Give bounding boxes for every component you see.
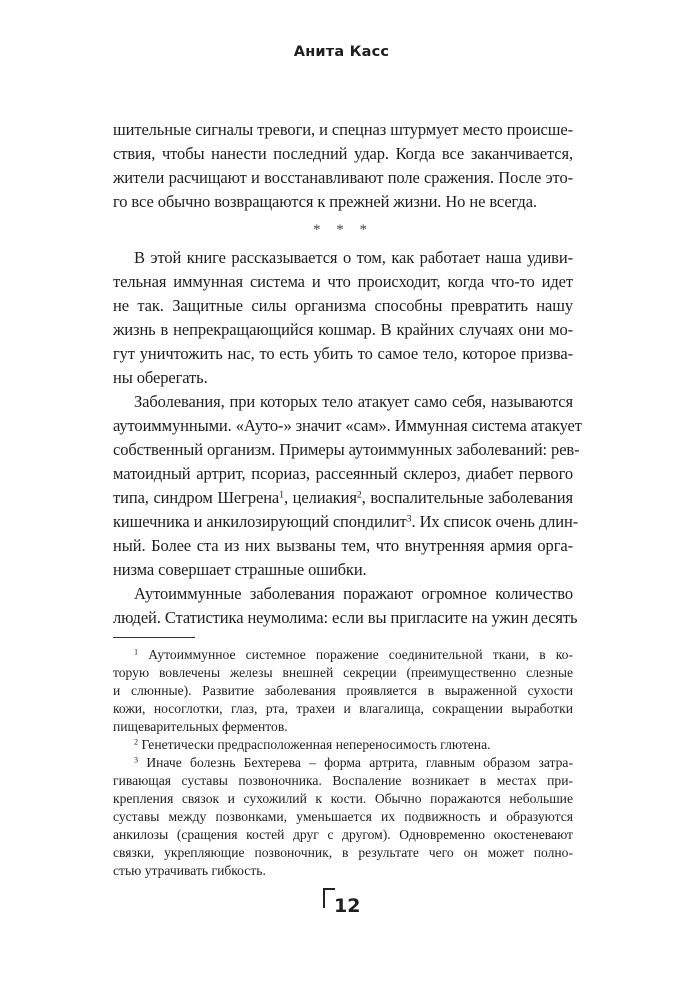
footnote-ref[interactable]: 1 <box>279 489 284 501</box>
footnote-3 <box>113 754 573 880</box>
text-line: жизнь в непрекращающийся кошмар. В крайних случаях они мо- <box>113 320 573 339</box>
text-line: низма совершает страшные ошибки. <box>113 560 367 579</box>
text-line: собственный организм. Примеры аутоиммунных заболеваний: рев- <box>113 440 580 459</box>
text-line: го все обычно возвращаются к прежней жизни. Но не всегда. <box>113 192 537 211</box>
text-line <box>113 736 573 754</box>
page-number <box>313 886 383 926</box>
running-header-author: Анита Касс <box>293 44 390 60</box>
footnote-mark: 3 <box>134 755 139 765</box>
footnote-ref[interactable]: 3 <box>406 513 412 525</box>
footnote-2 <box>113 736 573 754</box>
body-text <box>113 118 582 630</box>
text-line: гивающая суставы позвоночника. Воспаление возникает в местах при- <box>113 773 573 788</box>
text-span: Генетически предрасположенная непереносимость глютена. <box>141 737 491 752</box>
text-line: связки, укрепляющие позвоночник, в результате чего он может полно- <box>113 845 573 860</box>
text-line <box>113 646 573 664</box>
text-line: аутоиммунными. «Ауто-» значит «сам». Иммунная система атакует <box>113 416 582 435</box>
text-line: не так. Защитные силы организма способны превратить нашу <box>113 296 573 315</box>
text-line: гут уничтожить нас, то есть убить то самое тело, которое призва- <box>113 344 573 363</box>
text-line: стью утрачивать гибкость. <box>113 863 266 878</box>
text-span: Иначе болезнь Бехтерева – форма артрита, главным образом затра- <box>146 755 573 770</box>
text-line <box>113 486 573 510</box>
text-span: , целиакия <box>284 488 357 507</box>
footnote-ref[interactable]: 2 <box>356 489 362 501</box>
text-span: , воспалительные заболевания <box>361 488 573 507</box>
text-line: тельная иммунная система и что происходит, когда что-то идет <box>113 272 573 291</box>
text-line: суставы между позвонками, уменьшается их подвижность и образуются <box>113 809 573 824</box>
paragraph <box>113 118 573 214</box>
footnotes <box>113 646 573 880</box>
paragraph <box>113 390 582 582</box>
paragraph <box>113 246 573 390</box>
text-line: крепления связок и сухожилий к кости. Обычно поражаются небольшие <box>113 791 573 806</box>
text-line: ны оберегать. <box>113 368 208 387</box>
text-line: В этой книге рассказывается о том, как работает наша удиви- <box>134 248 573 267</box>
text-line: людей. Статистика неумолима: если вы пригласите на ужин десять <box>113 608 578 627</box>
text-line: ствия, чтобы нанести последний удар. Когда все заканчивается, <box>113 144 573 163</box>
page-number-text: 12 <box>334 895 361 917</box>
text-line: пищеварительных ферментов. <box>113 719 288 734</box>
text-span: Аутоиммунное системное поражение соединительной ткани, в ко- <box>148 647 573 662</box>
footnote-mark: 2 <box>134 737 139 747</box>
text-span: типа, синдром Шегрена <box>113 488 280 507</box>
text-line: матоидный артрит, псориаз, рассеянный склероз, диабет первого <box>113 464 573 483</box>
footnote-1 <box>113 646 573 736</box>
text-line: жители расчищают и восстанавливают поле сражения. После это- <box>113 168 573 187</box>
footnote-divider <box>113 637 195 638</box>
text-line <box>113 510 579 534</box>
text-line: и слюнные). Развитие заболевания проявляется в выраженной сухости <box>113 683 573 698</box>
text-line: торую вовлечены железы внешней секреции (преимущественно слезные <box>113 665 573 680</box>
text-line: Заболевания, при которых тело атакует само себя, называются <box>134 392 573 411</box>
text-line: Аутоиммунные заболевания поражают огромное количество <box>134 584 573 603</box>
text-span: . Их список очень длин- <box>411 512 579 531</box>
footnote-mark: 1 <box>134 647 139 657</box>
text-line: анкилозы (сращения костей друг с другом). Одновременно окостеневают <box>113 827 573 842</box>
text-line <box>113 754 573 772</box>
text-line: ный. Более ста из них вызваны тем, что внутренняя армия орга- <box>113 536 573 555</box>
text-span: кишечника и анкилозирующий спондилит <box>113 512 407 531</box>
section-separator: * * * <box>313 222 373 238</box>
paragraph <box>113 582 578 630</box>
text-line: шительные сигналы тревоги, и спецназ штурмует место происше- <box>113 120 573 139</box>
text-line: кожи, носоглотки, глаз, рта, трахеи и влагалища, сокращении выработки <box>113 701 573 716</box>
